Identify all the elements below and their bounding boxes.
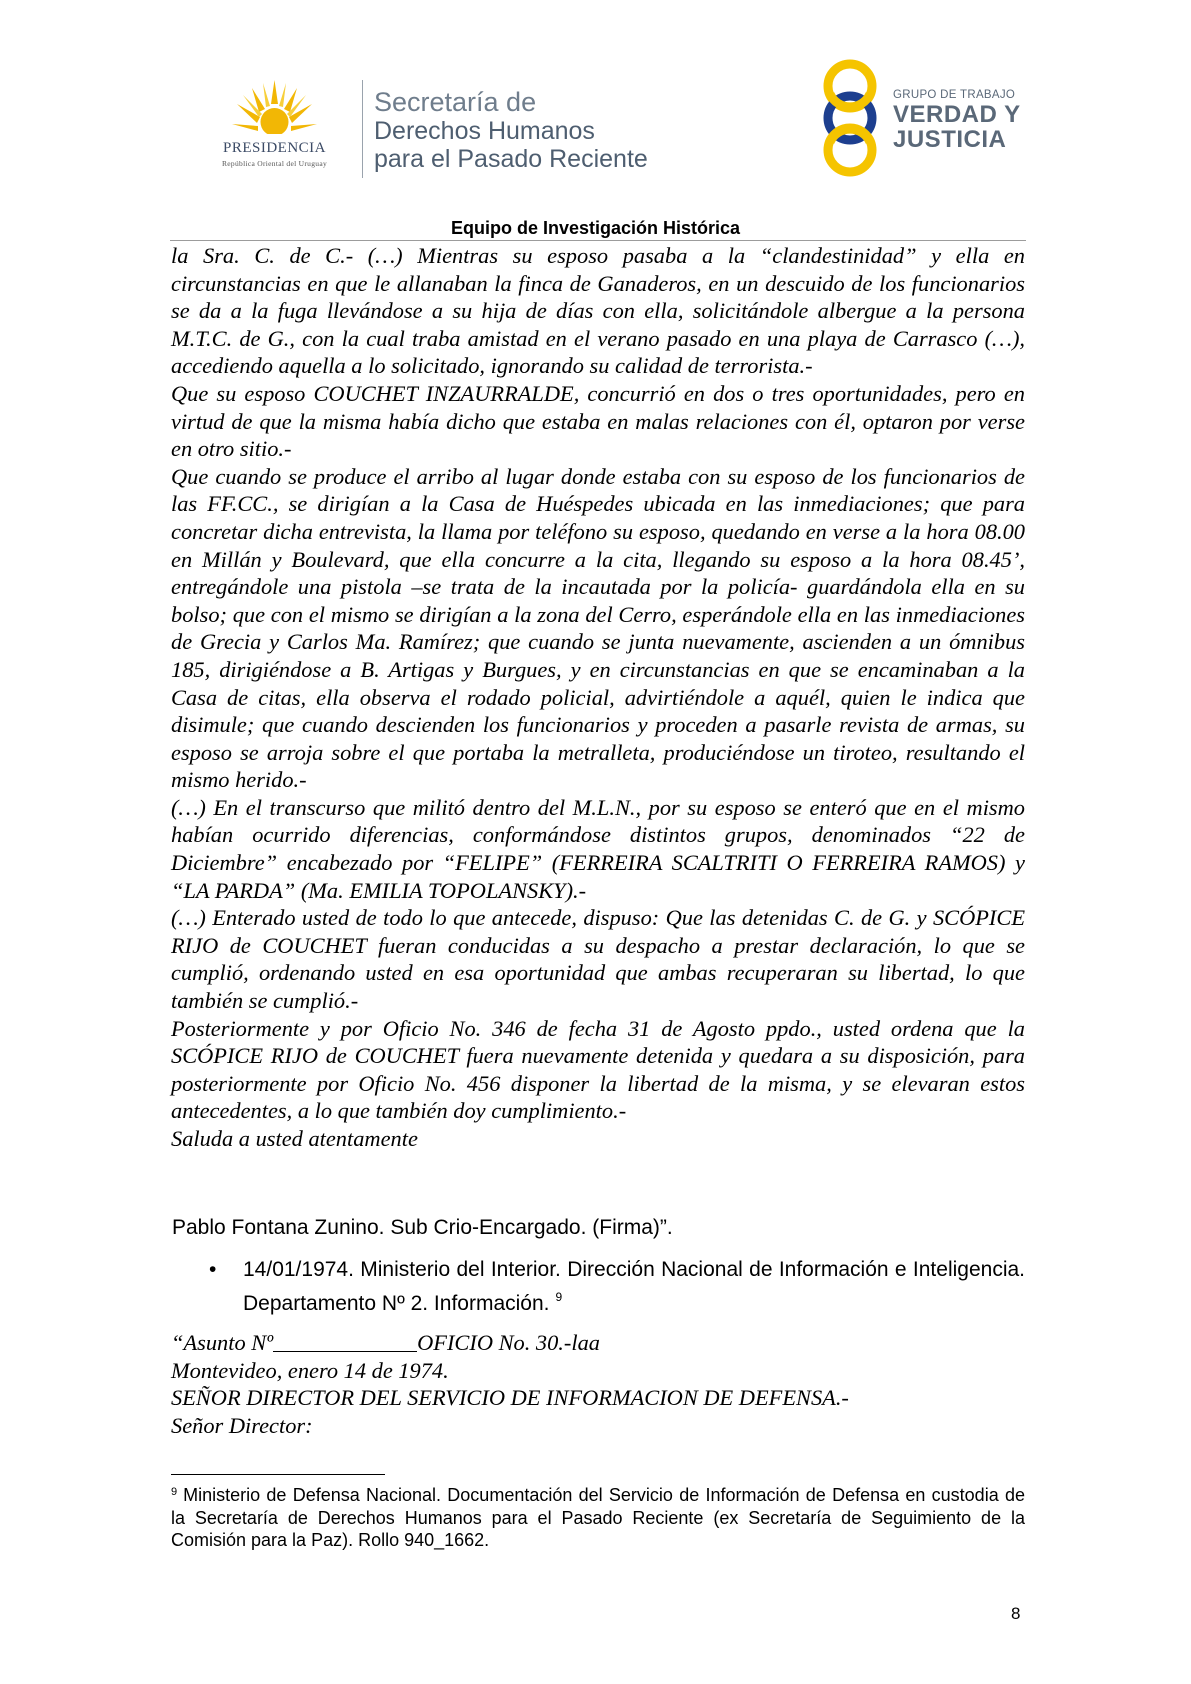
sun-emblem-icon <box>232 78 317 140</box>
salutation-line: Señor Director: <box>171 1412 313 1438</box>
presidencia-name: PRESIDENCIA <box>222 140 326 156</box>
secretaria-line-2: Derechos Humanos <box>374 117 595 145</box>
asunto-line <box>171 1329 1025 1357</box>
interlocking-rings-icon <box>820 58 880 178</box>
footnote <box>171 1481 1025 1552</box>
footnote-text: Ministerio de Defensa Nacional. Documentación del Servicio de Información de Defensa en custodia de la Secretaría de Derechos Humanos para el Pasado Reciente (ex Secretaría de Seguimiento de la Comisión para la Paz). Rollo 940_1662. <box>171 1485 1025 1550</box>
date-line: Montevideo, enero 14 de 1974. <box>171 1357 449 1383</box>
gtvj-line-1: GRUPO DE TRABAJO <box>893 89 1016 101</box>
oficio-block <box>171 1329 1025 1439</box>
signature-line: Pablo Fontana Zunino. Sub Crio-Encargado. (Firma)”. <box>172 1216 673 1239</box>
bullet-text <box>243 1256 1025 1317</box>
body-paragraph: Que cuando se produce el arribo al lugar donde estaba con su esposo de los funcionarios de las FF.CC., se dirigían a la Casa de Huéspedes ubicada en las inmediaciones; que para concretar dicha entrevista, la llama por teléfono su esposo, quedando en verse a la hora 08.00 en Millán y Boulevard, que ella concurre a la cita, llegando su esposo a la hora 08.45’, entregándole una pistola –se trata de la incautada por la policía- guardándola ella en su bolso; que con el mismo se dirigían a la zona del Cerro, esperándole ella en las inmediaciones de Grecia y Carlos Ma. Ramírez; que cuando se junta nuevamente, ascienden a un ómnibus 185, dirigiéndose a B. Artigas y Burgues, y en circunstancias en que se encaminaban a la Casa de citas, ella observa el rodado policial, advirtiéndole a aquél, quien le indica que disimule; que cuando descienden los funcionarios y proceden a pasarle revista de armas, su esposo se arroja sobre el que portaba la metralleta, produciéndose un tiroteo, resultando el mismo herido.- <box>171 463 1025 793</box>
gtvj-title <box>893 88 1021 152</box>
body-paragraph: (…) Enterado usted de todo lo que antecede, dispuso: Que las detenidas C. de G. y SCÓPICE RIJO de COUCHET fueran conducidas a su despacho a prestar declaración, lo que se cumplió, ordenando usted en esa oportunidad que ambas recuperaran su libertad, lo que también se cumplió.- <box>171 905 1025 1014</box>
footnote-number: 9 <box>171 1486 178 1498</box>
body-paragraph: Que su esposo COUCHET INZAURRALDE, concurrió en dos o tres oportunidades, pero en virtud de que la misma había dicho que estaba en malas relaciones con él, optaron por verse en otro sitio.- <box>171 380 1025 462</box>
asunto-prefix: “Asunto Nº <box>171 1330 274 1355</box>
secretaria-title <box>374 88 648 173</box>
bullet-text-content: 14/01/1974. Ministerio del Interior. Dirección Nacional de Información e Inteligencia. Departamento Nº 2. Información. <box>243 1258 1025 1315</box>
closing-line: Saluda a usted atentamente <box>171 1126 418 1151</box>
asunto-blank <box>273 1331 417 1352</box>
bullet-marker: • <box>209 1258 217 1281</box>
body-paragraph: Posteriormente y por Oficio No. 346 de fecha 31 de Agosto ppdo., usted ordena que la SCÓPICE RIJO de COUCHET fuera nuevamente detenida y quedara a su disposición, para posteriormente por Oficio No. 456 disponer la libertad de la misma, y se elevaran estos antecedentes, a lo que también doy cumplimiento.- <box>171 1015 1025 1124</box>
presidencia-logo <box>192 78 357 178</box>
secretaria-line-3: para el Pasado Reciente <box>374 145 648 173</box>
document-body <box>171 242 1025 1153</box>
secretaria-line-1: Secretaría de <box>374 87 537 117</box>
asunto-suffix: OFICIO No. 30.-laa <box>417 1330 600 1355</box>
gtvj-line-2: VERDAD Y <box>893 101 1021 128</box>
page-number: 8 <box>1011 1604 1021 1623</box>
header-rule <box>170 240 1026 241</box>
team-title: Equipo de Investigación Histórica <box>450 218 741 238</box>
gtvj-line-3: JUSTICIA <box>893 126 1007 153</box>
footnote-rule <box>171 1474 385 1475</box>
footnote-reference[interactable]: 9 <box>555 1289 563 1304</box>
body-paragraph: la Sra. C. de C.- (…) Mientras su esposo pasaba a la “clandestinidad” y ella en circunstancias en que le allanaban la finca de Ganaderos, en un descuido de los funcionarios se da a la fuga llevándose a su hija de días con ella, solicitándole albergue a la persona M.T.C. de G., con la cual traba amistad en el verano pasado en una playa de Carrasco (…), accediendo aquella a lo solicitado, ignorando su calidad de terrorista.- <box>171 243 1025 379</box>
addressee-line: SEÑOR DIRECTOR DEL SERVICIO DE INFORMACION DE DEFENSA.- <box>171 1385 849 1411</box>
header-divider <box>362 80 363 178</box>
presidencia-subtitle: República Oriental del Uruguay <box>221 159 327 168</box>
body-paragraph: (…) En el transcurso que militó dentro del M.L.N., por su esposo se enteró que en el mismo habían ocurrido diferencias, conformándose distintos grupos, denominados “22 de Diciembre” encabezado por “FELIPE” (FERREIRA SCALTRITI O FERREIRA RAMOS) y “LA PARDA” (Ma. EMILIA TOPOLANSKY).- <box>171 794 1025 903</box>
